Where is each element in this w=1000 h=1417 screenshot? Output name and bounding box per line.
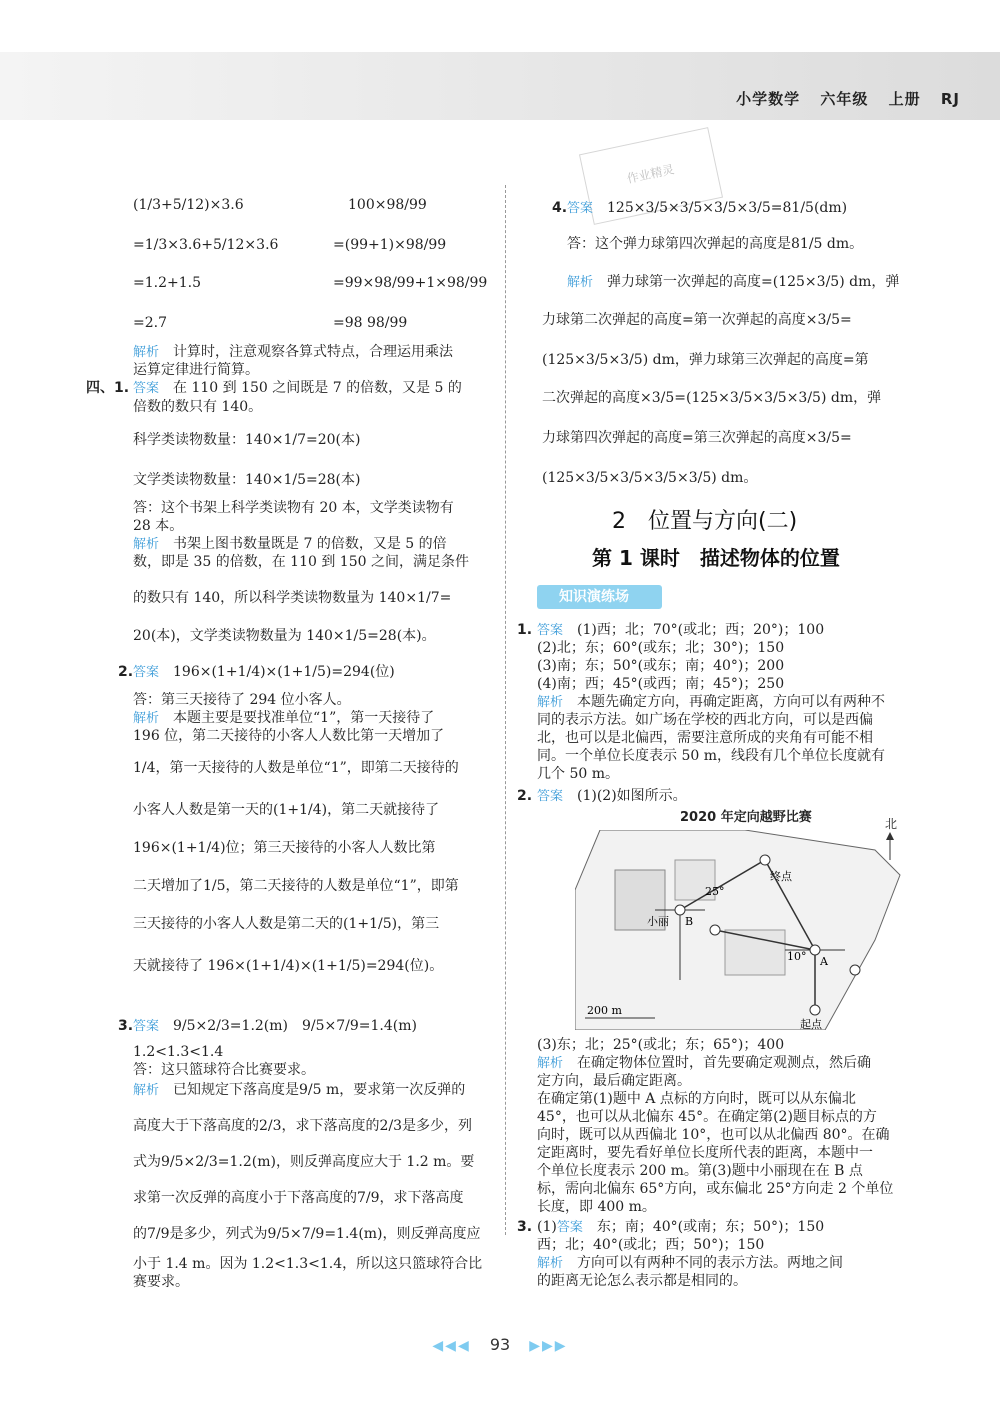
- question-number: 四、1.: [86, 380, 130, 396]
- answer-line: 答案 在 110 到 150 之间既是 7 的倍数，又是 5 的: [133, 380, 462, 396]
- label-25deg: 25°: [705, 885, 725, 898]
- edition: RJ: [940, 90, 960, 108]
- calc2-line: 100×98/99: [348, 197, 427, 213]
- answer-label: 答案: [537, 623, 564, 638]
- question-number: 3.: [517, 1219, 533, 1235]
- answer-label: 答案: [567, 201, 594, 216]
- analysis-line: 标，需向北偏东 65°方向，或东偏北 25°方向走 2 个单位: [537, 1181, 894, 1197]
- analysis-line: 力球第二次弹起的高度=第一次弹起的高度×3/5=: [542, 312, 852, 328]
- label-end: 终点: [770, 870, 792, 883]
- watermark-stamp: 作业精灵: [579, 127, 723, 225]
- answer-line: (1)答案 东；南；40°(或南；东；50°)；150: [537, 1219, 825, 1235]
- analysis-line: 解析 书架上图书数量既是 7 的倍数，又是 5 的倍: [133, 536, 447, 552]
- north-indicator: 北: [885, 815, 897, 865]
- point-d: [850, 965, 860, 975]
- next-arrows-icon: ▶▶▶: [529, 1338, 568, 1354]
- answer-label: 答案: [556, 1220, 583, 1235]
- subject: 小学数学: [736, 90, 801, 108]
- calc1-line: (1/3+5/12)×3.6: [133, 197, 244, 213]
- answer-line: 答案 196×(1+1/4)×(1+1/5)=294(位): [133, 664, 395, 680]
- lesson-title: 第 1 课时 描述物体的位置: [592, 546, 840, 570]
- analysis-line: (125×3/5×3/5) dm，弹力球第三次弹起的高度=第: [542, 352, 869, 368]
- analysis-line: 1/4，第一天接待的人数是单位“1”，即第二天接待的: [133, 760, 459, 776]
- point-b: [675, 905, 685, 915]
- header-band: [0, 52, 1000, 120]
- analysis-line: 20(本)，文学类读物数量为 140×1/5=28(本)。: [133, 628, 436, 644]
- question-number: 2.: [118, 664, 134, 680]
- grade: 六年级: [820, 90, 869, 108]
- book-info: [722, 88, 960, 109]
- answer-line: (2)北；东；60°(或东；北；30°)；150: [537, 640, 785, 656]
- analysis-line: 小于 1.4 m。因为 1.2<1.3<1.4，所以这只篮球符合比: [133, 1256, 483, 1272]
- analysis-line: 高度大于下落高度的2/3，求下落高度的2/3是多少，列: [133, 1118, 473, 1134]
- answer-line: 答：这个弹力球第四次弹起的高度是81/5 dm。: [567, 236, 864, 252]
- analysis-line: 的7/9是多少，列式为9/5×7/9=1.4(m)，则反弹高度应: [133, 1226, 481, 1242]
- answer-line: (3)东；北；25°(或北；东；65°)；400: [537, 1037, 785, 1053]
- answer-line: 文学类读物数量：140×1/5=28(本): [133, 472, 361, 488]
- question-number: 3.: [118, 1018, 134, 1034]
- analysis-label: 解析: [133, 1083, 160, 1098]
- answer-line: 倍数的数只有 140。: [133, 399, 263, 415]
- point-a: [810, 945, 820, 955]
- analysis-line: 同的表示方法。如广场在学校的西北方向，可以是西偏: [537, 712, 873, 728]
- question-number: 4.: [552, 200, 568, 216]
- label-scale: 200 m: [587, 1004, 622, 1017]
- answer-line: 答案 (1)西；北；70°(或北；西；20°)；100: [537, 622, 825, 638]
- page-number: 93: [489, 1335, 511, 1354]
- analysis-line: 定距离时，要先看好单位长度所代表的距离，本题中一: [537, 1145, 873, 1161]
- analysis-line: 的数只有 140，所以科学类读物数量为 140×1/7=: [133, 590, 452, 606]
- point-start: [810, 1005, 820, 1015]
- analysis-line: 的距离无论怎么表示都是相同的。: [537, 1273, 747, 1289]
- point-c: [710, 925, 720, 935]
- analysis-label: 解析: [567, 275, 594, 290]
- answer-line: 1.2<1.3<1.4: [133, 1044, 224, 1060]
- analysis-line: 几个 50 m。: [537, 766, 619, 782]
- analysis-line: (125×3/5×3/5×3/5×3/5) dm。: [542, 470, 758, 486]
- analysis-line: 力球第四次弹起的高度=第三次弹起的高度×3/5=: [542, 430, 852, 446]
- analysis-line: 北，也可以是北偏西，需要注意所成的夹角有可能不相: [537, 730, 873, 746]
- analysis-label: 解析: [133, 711, 160, 726]
- analysis-line: 在确定第(1)题中 A 点标的方向时，既可以从东偏北: [537, 1091, 856, 1107]
- point-end: [760, 855, 770, 865]
- label-xiaoli: 小丽: [647, 915, 669, 928]
- analysis-line: 长度，即 400 m。: [537, 1199, 656, 1215]
- calc2-line: =99×98/99+1×98/99: [333, 275, 488, 291]
- label-b: B: [685, 915, 694, 928]
- analysis-line: 个单位长度表示 200 m。第(3)题中小丽现在在 B 点: [537, 1163, 863, 1179]
- question-number: 1.: [517, 622, 533, 638]
- analysis-line: 天就接待了 196×(1+1/4)×(1+1/5)=294(位)。: [133, 958, 444, 974]
- answer-line: 28 本。: [133, 518, 184, 534]
- label-start: 起点: [800, 1018, 822, 1030]
- analysis-line: 二次弹起的高度×3/5=(125×3/5×3/5×3/5) dm，弹: [542, 390, 882, 406]
- answer-line: 答：这个书架上科学类读物有 20 本，文学类读物有: [133, 500, 454, 516]
- analysis-line: 同。一个单位长度表示 50 m，线段有几个单位长度就有: [537, 748, 885, 764]
- analysis-line: 解析 已知规定下落高度是9/5 m，要求第一次反弹的: [133, 1082, 466, 1098]
- analysis-label: 解析: [133, 345, 160, 360]
- analysis-line: 向时，既可以从西偏北 10°，也可以从北偏西 80°。在确: [537, 1127, 890, 1143]
- orienteering-map: [575, 830, 905, 1030]
- answer-line: 科学类读物数量：140×1/7=20(本): [133, 432, 361, 448]
- page-footer: [0, 1335, 1000, 1354]
- answer-line: 答案 9/5×2/3=1.2(m) 9/5×7/9=1.4(m): [133, 1018, 417, 1034]
- label-a: A: [820, 955, 828, 968]
- calc2-line: =98 98/99: [333, 315, 408, 331]
- answer-line: (4)南；西；45°(或西；南；45°)；250: [537, 676, 785, 692]
- answer-label: 答案: [537, 789, 564, 804]
- label-10deg: 10°: [787, 950, 807, 963]
- analysis-line: 定方向，最后确定距离。: [537, 1073, 691, 1089]
- analysis-line: 运算定律进行简算。: [133, 362, 259, 378]
- answer-label: 答案: [133, 381, 160, 396]
- calc1-line: =2.7: [133, 315, 167, 331]
- analysis-label: 解析: [537, 1056, 564, 1071]
- question-number: 2.: [517, 788, 533, 804]
- volume: 上册: [888, 90, 921, 108]
- analysis-line: 求第一次反弹的高度小于下落高度的7/9，求下落高度: [133, 1190, 464, 1206]
- prev-arrows-icon: ◀◀◀: [432, 1338, 471, 1354]
- map-title: 2020 年定向越野比赛: [680, 810, 812, 825]
- answer-line: 答案 125×3/5×3/5×3/5×3/5=81/5(dm): [567, 200, 848, 216]
- analysis-line: 三天接待的小客人人数是第二天的(1+1/5)，第三: [133, 916, 440, 932]
- answer-line: (3)南；东；50°(或东；南；40°)；200: [537, 658, 785, 674]
- analysis-line: 45°，也可以从北偏东 45°。在确定第(2)题目标点的方: [537, 1109, 877, 1125]
- analysis-label: 解析: [537, 1256, 564, 1271]
- calc1-line: =1/3×3.6+5/12×3.6: [133, 237, 279, 253]
- answer-line: 答：这只篮球符合比赛要求。: [133, 1062, 315, 1078]
- analysis-line: 解析 计算时，注意观察各算式特点，合理运用乘法: [133, 344, 454, 360]
- section-tag: 知识演练场: [537, 585, 662, 609]
- analysis-line: 二天增加了1/5，第二天接待的人数是单位“1”，即第: [133, 878, 459, 894]
- analysis-line: 解析 在确定物体位置时，首先要确定观测点，然后确: [537, 1055, 872, 1071]
- analysis-label: 解析: [133, 537, 160, 552]
- unit-title: 2 位置与方向(二): [612, 509, 798, 534]
- answer-line: 答案 (1)(2)如图所示。: [537, 788, 687, 804]
- analysis-line: 赛要求。: [133, 1274, 189, 1290]
- answer-label: 答案: [133, 1019, 160, 1034]
- analysis-line: 解析 弹力球第一次弹起的高度=(125×3/5) dm，弹: [567, 274, 900, 290]
- answer-line: 西；北；40°(或北；西；50°)；150: [537, 1237, 765, 1253]
- analysis-line: 解析 方向可以有两种不同的表示方法。两地之间: [537, 1255, 844, 1271]
- calc2-line: =(99+1)×98/99: [333, 237, 447, 253]
- answer-line: 答：第三天接待了 294 位小客人。: [133, 692, 351, 708]
- analysis-line: 解析 本题主要是要找准单位“1”，第一天接待了: [133, 710, 435, 726]
- analysis-line: 196×(1+1/4)位；第三天接待的小客人人数比第: [133, 840, 436, 856]
- answer-label: 答案: [133, 665, 160, 680]
- analysis-line: 数，即是 35 的倍数，在 110 到 150 之间，满足条件: [133, 554, 469, 570]
- analysis-line: 解析 本题先确定方向，再确定距离，方向可以有两种不: [537, 694, 886, 710]
- analysis-line: 式为9/5×2/3=1.2(m)，则反弹高度应大于 1.2 m。要: [133, 1154, 475, 1170]
- analysis-line: 小客人人数是第一天的(1+1/4)，第二天就接待了: [133, 802, 440, 818]
- column-divider: [505, 185, 506, 1235]
- analysis-label: 解析: [537, 695, 564, 710]
- calc1-line: =1.2+1.5: [133, 275, 201, 291]
- analysis-line: 196 位，第二天接待的小客人人数比第一天增加了: [133, 728, 445, 744]
